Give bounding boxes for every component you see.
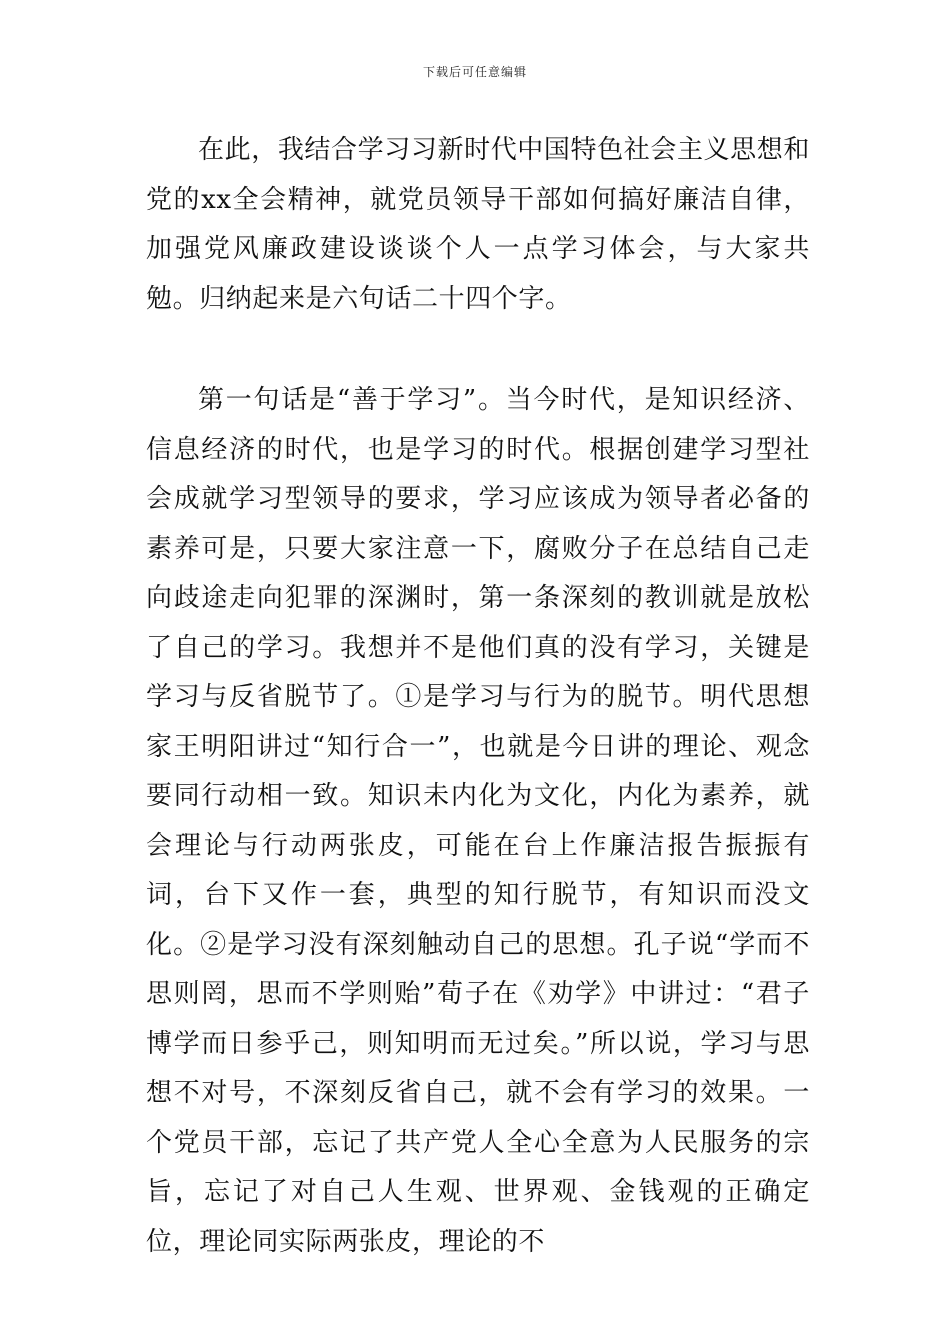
paragraph-first-point: 第一句话是“善于学习”。当今时代，是知识经济、信息经济的时代，也是学习的时代。根据创建学习型社会成就学习型领导的要求，学习应该成为领导者必备的素养可是，只要大家注意一下，腐败分子在总结自己走向歧途走向犯罪的深渊时，第一条深刻的教训就是放松了自己的学习。我想并不是他们真的没有学习，关键是学习与反省脱节了。①是学习与行为的脱节。明代思想家王明阳讲过“知行合一”，也就是今日讲的理论、观念要同行动相一致。知识未内化为文化，内化为素养，就会理论与行动两张皮，可能在台上作廉洁报告振振有词，台下又作一套，典型的知行脱节，有知识而没文化。②是学习没有深刻触动自己的思想。孔子说“学而不思则罔，思而不学则贻”荀子在《劝学》中讲过：“君子博学而日参乎己，则知明而无过矣。”所以说，学习与思想不对号，不深刻反省自己，就不会有学习的效果。一个党员干部，忘记了共产党人全心全意为人民服务的宗旨，忘记了对自己人生观、世界观、金钱观的正确定位，理论同实际两张皮，理论的不 xyxy=(146,385,810,1257)
paragraph-intro: 在此，我结合学习习新时代中国特色社会主义思想和党的xx全会精神，就党员领导干部如何搞好廉洁自律，加强党风廉政建设谈谈个人一点学习体会，与大家共勉。归纳起来是六句话二十四个字。 xyxy=(146,135,810,314)
page-header: 下载后可任意编辑 xyxy=(422,65,527,79)
